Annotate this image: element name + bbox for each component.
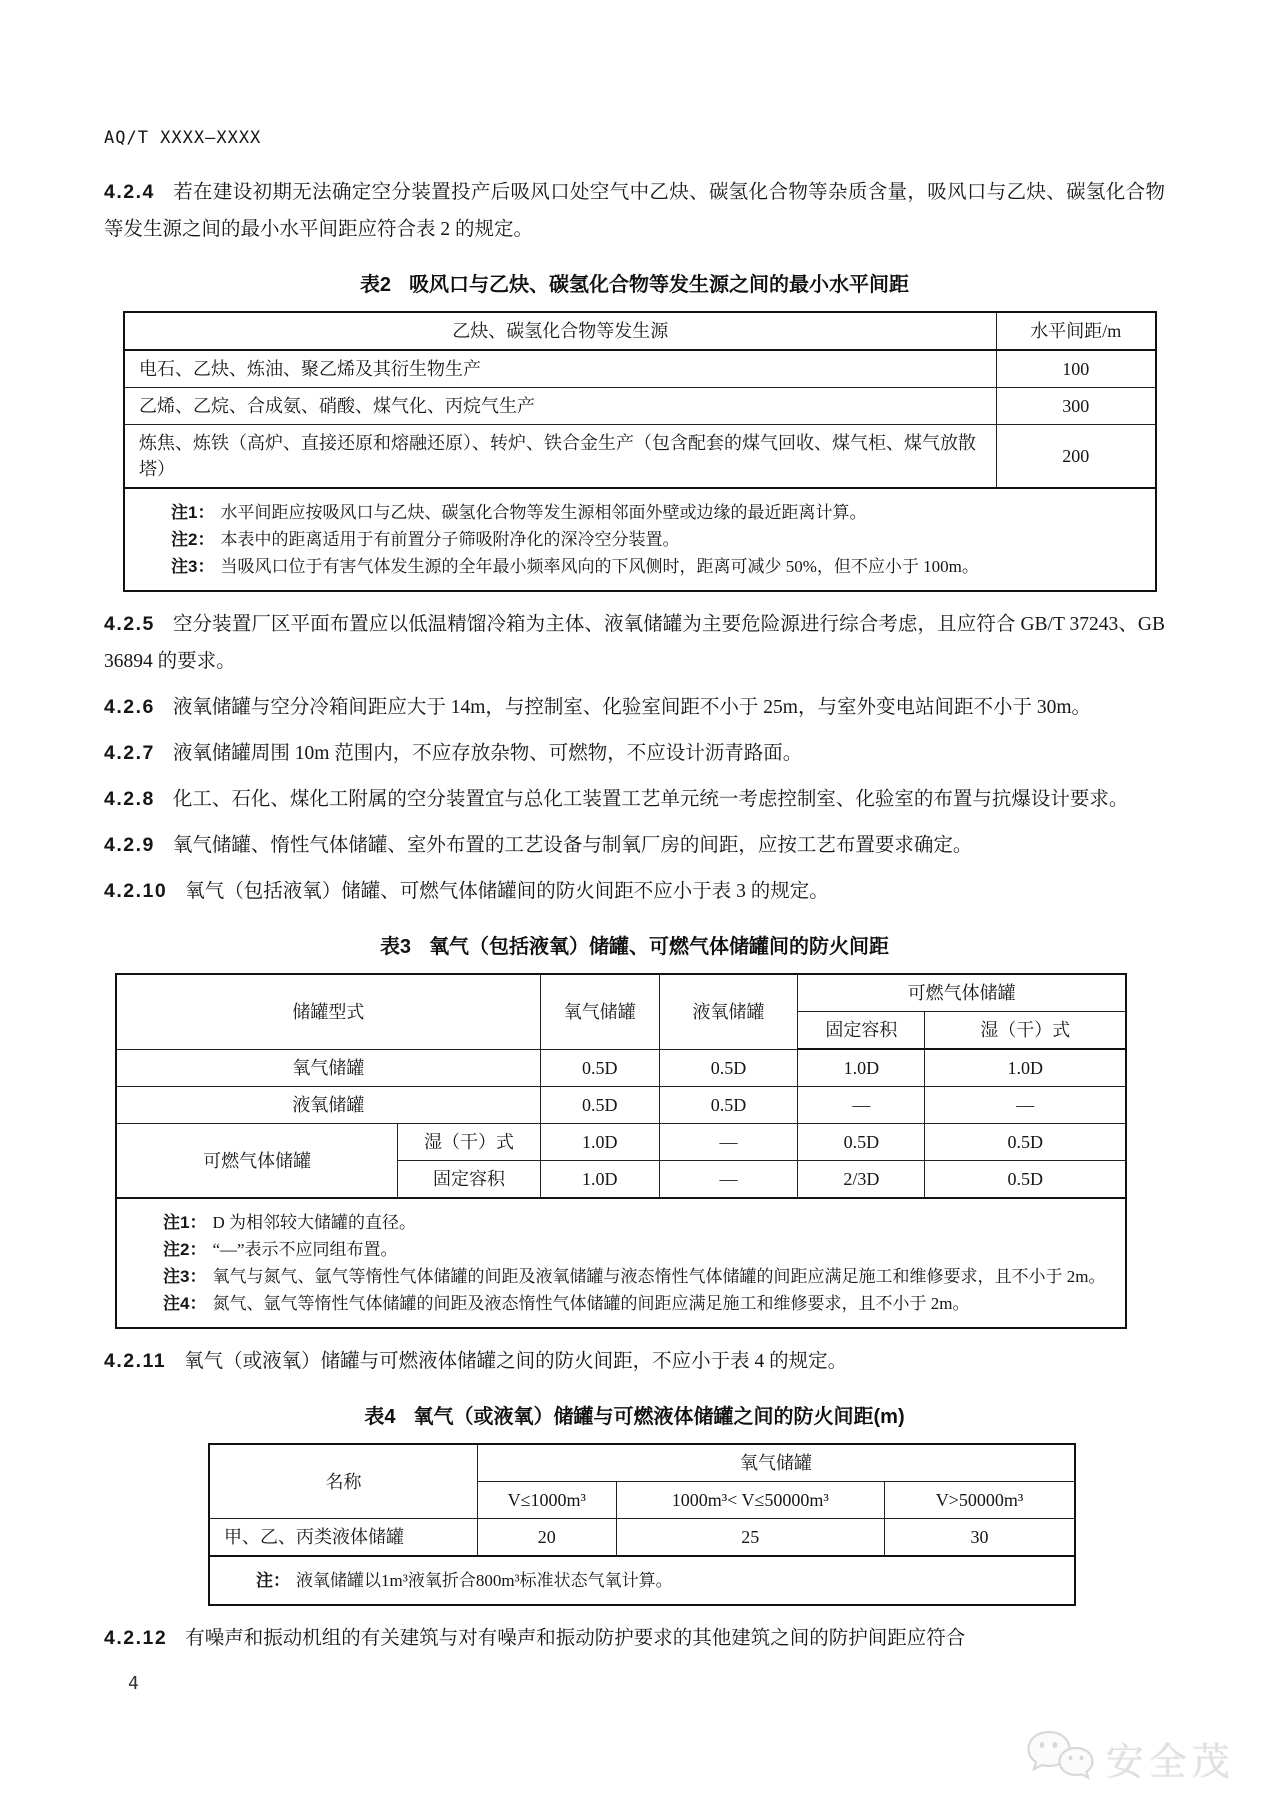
table2-cell-source: 炼焦、炼铁（高炉、直接还原和熔融还原）、转炉、铁合金生产（包含配套的煤气回收、煤气柜、煤气放散塔） — [124, 425, 996, 489]
doc-header: AQ/T XXXX—XXXX — [104, 128, 262, 148]
table3-header-row-1 — [116, 974, 1126, 1012]
table-row — [209, 1519, 1075, 1557]
wechat-logo-icon — [1024, 1728, 1096, 1789]
table3 — [115, 973, 1127, 1329]
table3-cell: 1.0D — [925, 1049, 1126, 1087]
note-line — [171, 499, 1141, 526]
table4-notes-cell — [209, 1556, 1075, 1605]
note-label: 注1： — [163, 1213, 207, 1232]
table3-cell: 0.5D — [540, 1049, 659, 1087]
table3-cell: 0.5D — [798, 1124, 925, 1161]
table3-cell: — — [659, 1124, 797, 1161]
note-text: 当吸风口位于有害气体发生源的全年最小频率风向的下风侧时，距离可减少 50%，但不应小于 100m。 — [220, 557, 979, 576]
table4-head-v3: V>50000m³ — [884, 1482, 1075, 1519]
table-row — [124, 350, 1156, 388]
clause-number: 4.2.9 — [104, 834, 155, 856]
note-text: 本表中的距离适用于有前置分子筛吸附净化的深冷空分装置。 — [220, 530, 680, 549]
table3-cell: 0.5D — [925, 1161, 1126, 1199]
note-line — [163, 1263, 1111, 1290]
clause-4-2-5 — [104, 606, 1165, 680]
note-text: D 为相邻较大储罐的直径。 — [212, 1213, 416, 1232]
clause-number: 4.2.11 — [104, 1350, 167, 1372]
clause-number: 4.2.8 — [104, 788, 155, 810]
clause-number: 4.2.7 — [104, 742, 155, 764]
table4-title — [104, 1400, 1165, 1429]
note-text: 水平间距应按吸风口与乙炔、碳氢化合物等发生源相邻面外壁或边缘的最近距离计算。 — [220, 503, 867, 522]
table4 — [208, 1443, 1076, 1606]
clause-number: 4.2.12 — [104, 1627, 168, 1649]
table3-row-sublabel: 固定容积 — [398, 1161, 540, 1199]
watermark-text: 安全茂 — [1106, 1742, 1236, 1784]
table3-cell: 1.0D — [798, 1049, 925, 1087]
table4-head-name: 名称 — [209, 1444, 477, 1519]
table3-cell: 1.0D — [540, 1124, 659, 1161]
note-label: 注1： — [171, 503, 215, 522]
table3-cell: 0.5D — [540, 1087, 659, 1124]
clause-4-2-12 — [104, 1620, 1165, 1657]
table2-title-text: 吸风口与乙炔、碳氢化合物等发生源之间的最小水平间距 — [409, 274, 910, 296]
table3-head-wet-dry: 湿（干）式 — [925, 1012, 1126, 1050]
clause-text: 液氧储罐与空分冷箱间距应大于 14m，与控制室、化验室间距不小于 25m，与室外变电站间距不小于 30m。 — [172, 697, 1092, 718]
note-line — [163, 1290, 1111, 1317]
note-line — [171, 526, 1141, 553]
clause-text: 氧气（或液氧）储罐与可燃液体储罐之间的防火间距，不应小于表 4 的规定。 — [184, 1351, 848, 1372]
note-text: 氧气与氮气、氩气等惰性气体储罐的间距及液氧储罐与液态惰性气体储罐的间距应满足施工和维修要求，且不小于 2m。 — [212, 1267, 1106, 1286]
note-label: 注4： — [163, 1294, 207, 1313]
table4-cell: 30 — [884, 1519, 1075, 1557]
table2-notes-cell — [124, 488, 1156, 591]
clause-number: 4.2.10 — [104, 880, 168, 902]
table3-head-fixed-volume: 固定容积 — [798, 1012, 925, 1050]
note-text: “—”表示不应同组布置。 — [212, 1240, 398, 1259]
table4-head-v1: V≤1000m³ — [477, 1482, 616, 1519]
clause-text: 氧气储罐、惰性气体储罐、室外布置的工艺设备与制氧厂房的间距，应按工艺布置要求确定。 — [172, 835, 973, 856]
table-row — [124, 388, 1156, 425]
clause-text: 空分装置厂区平面布置应以低温精馏冷箱为主体、液氧储罐为主要危险源进行综合考虑，且应符合 GB/T 37243、GB 36894 的要求。 — [104, 614, 1165, 672]
table2-col-header-distance: 水平间距/m — [996, 312, 1156, 350]
clause-4-2-4 — [104, 174, 1165, 248]
table2-col-header-source: 乙炔、碳氢化合物等发生源 — [124, 312, 996, 350]
clause-4-2-10 — [104, 873, 1165, 910]
table3-row-sublabel: 湿（干）式 — [398, 1124, 540, 1161]
note-line — [256, 1567, 1060, 1594]
table-row — [124, 425, 1156, 489]
table3-title — [104, 930, 1165, 959]
note-text: 液氧储罐以1m³液氧折合800m³标准状态气氧计算。 — [296, 1571, 673, 1590]
table3-cell: 2/3D — [798, 1161, 925, 1199]
table3-cell: 0.5D — [925, 1124, 1126, 1161]
table3-cell: — — [798, 1087, 925, 1124]
clause-4-2-9 — [104, 827, 1165, 864]
table-row — [116, 1087, 1126, 1124]
table2-cell-distance: 200 — [996, 425, 1156, 489]
table3-row-label: 液氧储罐 — [116, 1087, 540, 1124]
table2-header-row — [124, 312, 1156, 350]
table4-notes-row — [209, 1556, 1075, 1605]
note-line — [171, 553, 1141, 580]
table3-head-flammable: 可燃气体储罐 — [798, 974, 1126, 1012]
table2-cell-distance: 100 — [996, 350, 1156, 388]
table3-notes-row — [116, 1198, 1126, 1328]
clause-text: 氧气（包括液氧）储罐、可燃气体储罐间的防火间距不应小于表 3 的规定。 — [185, 881, 829, 902]
table4-cell: 20 — [477, 1519, 616, 1557]
table3-head-tank-type: 储罐型式 — [116, 974, 540, 1049]
table4-head-v2: 1000m³< V≤50000m³ — [616, 1482, 884, 1519]
clause-4-2-8 — [104, 781, 1165, 818]
table4-title-label: 表4 — [364, 1406, 396, 1428]
clause-4-2-7 — [104, 735, 1165, 772]
clause-text: 若在建设初期无法确定空分装置投产后吸风口处空气中乙炔、碳氢化合物等杂质含量，吸风口与乙炔、碳氢化合物等发生源之间的最小水平间距应符合表 2 的规定。 — [104, 182, 1165, 240]
table4-cell: 25 — [616, 1519, 884, 1557]
note-text: 氮气、氩气等惰性气体储罐的间距及液态惰性气体储罐的间距应满足施工和维修要求，且不小于 2m。 — [212, 1294, 970, 1313]
note-label: 注2： — [171, 530, 215, 549]
table2-title — [104, 268, 1165, 297]
table3-head-liquid-oxygen: 液氧储罐 — [659, 974, 797, 1049]
table3-row-label: 氧气储罐 — [116, 1049, 540, 1087]
clause-number: 4.2.4 — [104, 181, 155, 203]
table4-header-row-1 — [209, 1444, 1075, 1482]
table3-title-label: 表3 — [379, 936, 412, 958]
table2-cell-source: 电石、乙炔、炼油、聚乙烯及其衍生物生产 — [124, 350, 996, 388]
clause-text: 化工、石化、煤化工附属的空分装置宜与总化工装置工艺单元统一考虑控制室、化验室的布置与抗爆设计要求。 — [172, 789, 1129, 810]
table2-title-label: 表2 — [359, 274, 392, 296]
table2-notes-row — [124, 488, 1156, 591]
table3-cell: — — [659, 1161, 797, 1199]
table4-title-text: 氧气（或液氧）储罐与可燃液体储罐之间的防火间距(m) — [413, 1406, 905, 1428]
table2-cell-distance: 300 — [996, 388, 1156, 425]
table-row — [116, 1049, 1126, 1087]
table3-row-label: 可燃气体储罐 — [116, 1124, 398, 1199]
note-line — [163, 1209, 1111, 1236]
clause-number: 4.2.5 — [104, 613, 155, 635]
table2 — [123, 311, 1157, 592]
table3-head-oxygen: 氧气储罐 — [540, 974, 659, 1049]
table3-cell: 0.5D — [659, 1049, 797, 1087]
note-label: 注3： — [163, 1267, 207, 1286]
table3-title-text: 氧气（包括液氧）储罐、可燃气体储罐间的防火间距 — [429, 936, 890, 958]
table2-cell-source: 乙烯、乙烷、合成氨、硝酸、煤气化、丙烷气生产 — [124, 388, 996, 425]
watermark — [1024, 1728, 1235, 1789]
note-label: 注3： — [171, 557, 215, 576]
clause-number: 4.2.6 — [104, 696, 155, 718]
table3-notes-cell — [116, 1198, 1126, 1328]
table4-head-oxygen-tank: 氧气储罐 — [477, 1444, 1075, 1482]
page-number: 4 — [128, 1673, 139, 1694]
note-label: 注2： — [163, 1240, 207, 1259]
table3-cell: 1.0D — [540, 1161, 659, 1199]
table3-cell: 0.5D — [659, 1087, 797, 1124]
clause-text: 有噪声和振动机组的有关建筑与对有噪声和振动防护要求的其他建筑之间的防护间距应符合 — [185, 1628, 966, 1649]
clause-4-2-6 — [104, 689, 1165, 726]
clause-text: 液氧储罐周围 10m 范围内，不应存放杂物、可燃物，不应设计沥青路面。 — [172, 743, 803, 764]
note-line — [163, 1236, 1111, 1263]
table-row — [116, 1124, 1126, 1161]
table3-cell: — — [925, 1087, 1126, 1124]
clause-4-2-11 — [104, 1343, 1165, 1380]
table4-row-name: 甲、乙、丙类液体储罐 — [209, 1519, 477, 1557]
note-label: 注： — [256, 1571, 290, 1590]
